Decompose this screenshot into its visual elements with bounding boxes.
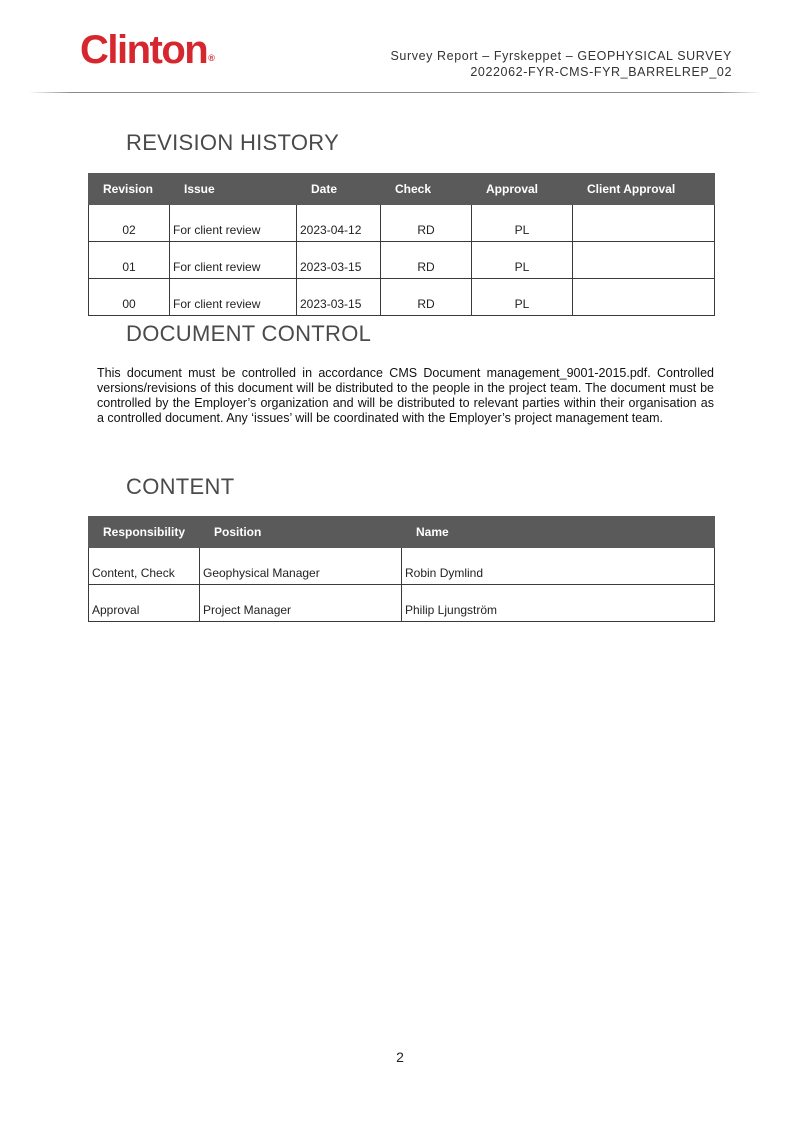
column-header-date: Date <box>297 174 381 205</box>
responsibility-cell: Approval <box>89 585 200 622</box>
content-title: CONTENT <box>126 474 235 499</box>
page-number: 2 <box>396 1049 404 1065</box>
client-approval-cell <box>573 242 715 279</box>
column-header-approval: Approval <box>472 174 573 205</box>
table-row <box>89 585 715 622</box>
issue-cell: For client review <box>170 205 297 242</box>
approval-cell: PL <box>472 279 573 316</box>
date-cell: 2023-03-15 <box>297 279 381 316</box>
approval-cell: PL <box>472 205 573 242</box>
logo-registered-mark: ® <box>208 53 215 63</box>
column-header-position: Position <box>200 517 402 548</box>
check-cell: RD <box>381 205 472 242</box>
issue-cell: For client review <box>170 242 297 279</box>
table-row <box>89 548 715 585</box>
column-header-revision: Revision <box>89 174 170 205</box>
client-approval-cell <box>573 279 715 316</box>
date-cell: 2023-04-12 <box>297 205 381 242</box>
table-row <box>89 242 715 279</box>
approval-cell: PL <box>472 242 573 279</box>
revision-cell: 00 <box>89 279 170 316</box>
date-cell: 2023-03-15 <box>297 242 381 279</box>
position-cell: Geophysical Manager <box>200 548 402 585</box>
revision-cell: 02 <box>89 205 170 242</box>
column-header-client-approval: Client Approval <box>573 174 715 205</box>
content-table <box>88 516 715 622</box>
table-row <box>89 279 715 316</box>
revision-history-title: REVISION HISTORY <box>126 130 340 155</box>
logo-text: Clinton <box>80 28 208 72</box>
position-cell: Project Manager <box>200 585 402 622</box>
document-id: 2022062-FYR-CMS-FYR_BARRELREP_02 <box>470 65 732 79</box>
client-approval-cell <box>573 205 715 242</box>
name-cell: Philip Ljungström <box>402 585 715 622</box>
responsibility-cell: Content, Check <box>89 548 200 585</box>
column-header-name: Name <box>402 517 715 548</box>
check-cell: RD <box>381 242 472 279</box>
document-control-title: DOCUMENT CONTROL <box>126 321 372 346</box>
report-title-line: Survey Report – Fyrskeppet – GEOPHYSICAL SURVEY <box>390 49 732 63</box>
header-divider <box>28 92 762 93</box>
document-control-text: This document must be controlled in accordance CMS Document management_9001-2015.pdf. Controlled versions/revisions of this document will be distributed to the people in the project team. The document must be controlled by the Employer’s organization and will be distributed to relevant parties within their organisation as a controlled document. Any ‘issues’ will be coordinated with the Employer’s project management team. <box>97 366 714 425</box>
table-header-row <box>89 517 715 548</box>
company-logo <box>80 30 215 70</box>
table-header-row <box>89 174 715 205</box>
revision-cell: 01 <box>89 242 170 279</box>
report-header <box>390 48 732 80</box>
column-header-responsibility: Responsibility <box>89 517 200 548</box>
check-cell: RD <box>381 279 472 316</box>
issue-cell: For client review <box>170 279 297 316</box>
name-cell: Robin Dymlind <box>402 548 715 585</box>
column-header-check: Check <box>381 174 472 205</box>
table-row <box>89 205 715 242</box>
column-header-issue: Issue <box>170 174 297 205</box>
revision-history-table <box>88 173 715 316</box>
